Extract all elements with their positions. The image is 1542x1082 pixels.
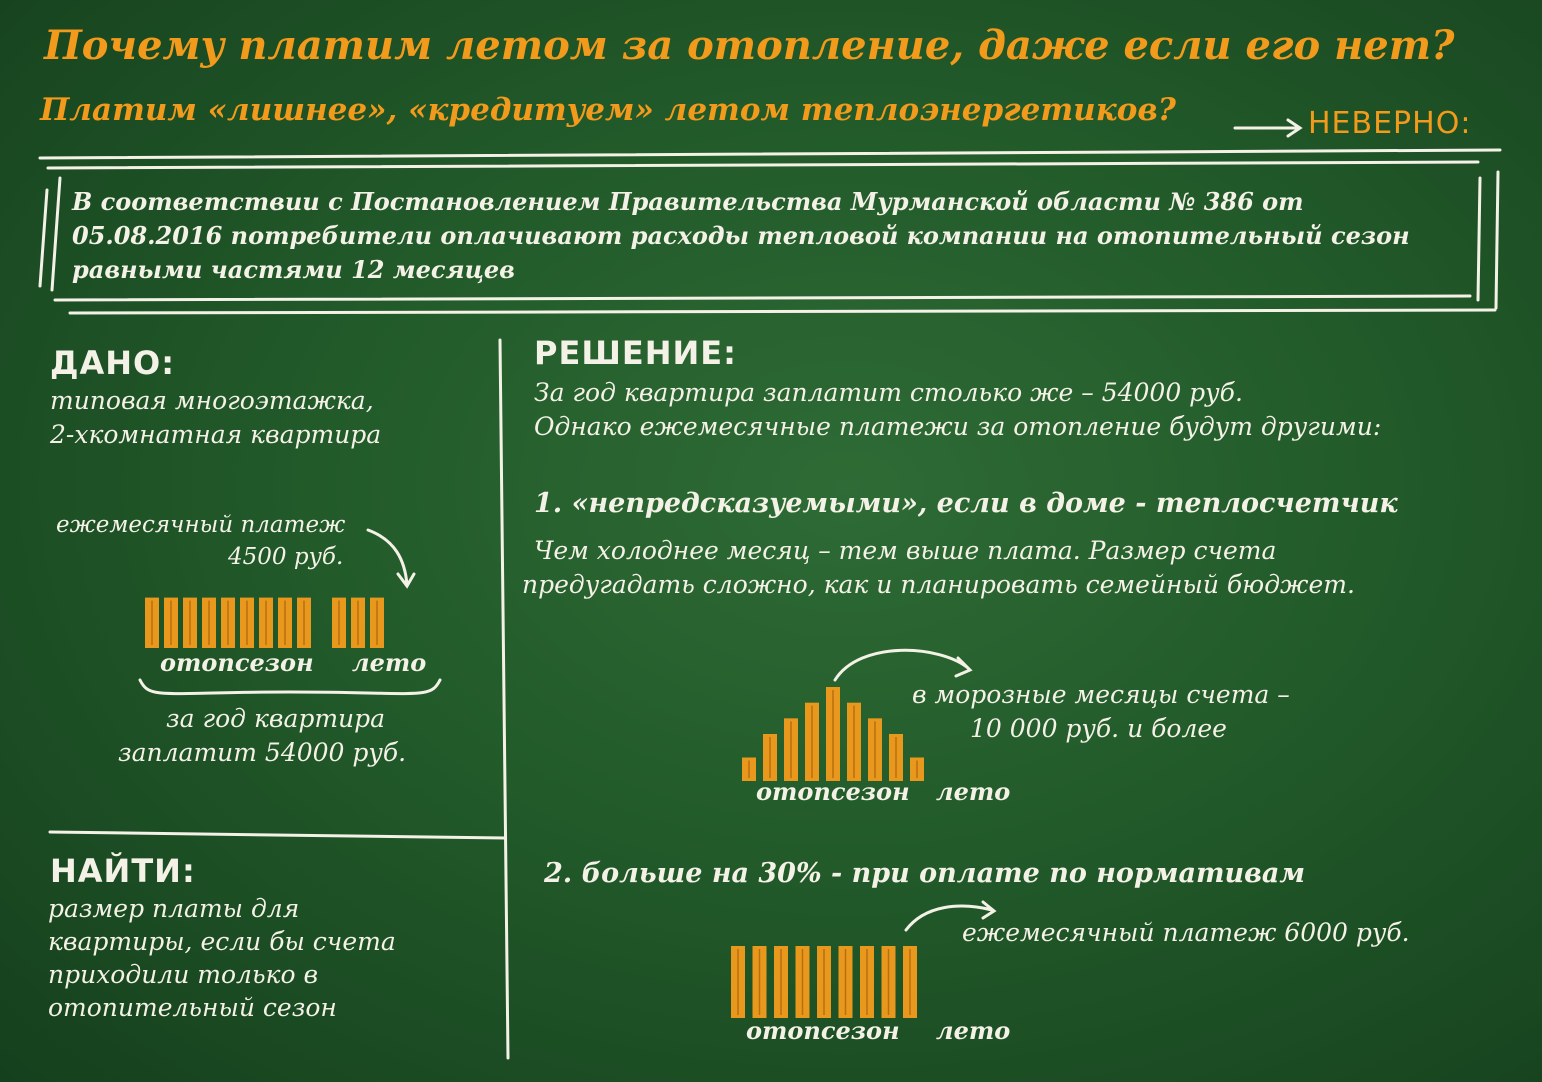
case1-summer-label: лето [936, 777, 1011, 806]
frame-top-line [40, 150, 1500, 158]
vertical-divider [500, 340, 508, 1058]
summer-label: лето [352, 648, 427, 677]
case2-note: ежемесячный платеж 6000 руб. [962, 918, 1410, 947]
given-total-1: за год квартира [166, 704, 386, 733]
decree-line: равными частями 12 месяцев [72, 255, 515, 284]
case2-title: 2. больше на 30% - при оплате по нормативам [544, 858, 1306, 889]
decree-line: В соответствии с Постановлением Правительства Мурманской области № 386 от [72, 187, 1304, 216]
page-title: Почему платим летом за отопление, даже если его нет? [44, 22, 1455, 69]
case1-note-2: 10 000 руб. и более [970, 714, 1227, 743]
given-heading: ДАНО: [50, 344, 176, 382]
case1-note-1: в морозные месяцы счета – [912, 680, 1290, 709]
frame-left-line [52, 178, 60, 290]
curved-arrow-icon [368, 530, 414, 586]
find-heading: НАЙТИ: [50, 852, 196, 890]
given-note-2: 4500 руб. [228, 544, 344, 570]
solution-text [534, 376, 1381, 444]
given-line: типовая многоэтажка, [50, 386, 374, 415]
find-text [48, 892, 396, 1024]
given-note-1: ежемесячный платеж [56, 512, 346, 538]
case1-line: Чем холоднее месяц – тем выше плата. Размер счета [534, 536, 1277, 565]
horizontal-divider [50, 832, 505, 838]
frame-bottom-line-outer [70, 310, 1495, 313]
case2-summer-label: лето [936, 1016, 1011, 1045]
decree-line: 05.08.2016 потребители оплачивают расходы тепловой компании на отопительный сезон [72, 221, 1410, 250]
given-line: 2-хкомнатная квартира [50, 420, 382, 449]
verdict-label: НЕВЕРНО: [1308, 106, 1472, 141]
solution-heading: РЕШЕНИЕ: [534, 334, 737, 372]
frame-left-line-2 [40, 190, 47, 286]
given-total-2: заплатит 54000 руб. [118, 738, 407, 767]
bracket-curve [140, 680, 440, 694]
solution-line: Однако ежемесячные платежи за отопление будут другими: [534, 412, 1382, 441]
frame-bottom-line [55, 296, 1470, 300]
decree-text [72, 185, 1462, 287]
bell-arrow-icon [835, 650, 970, 680]
find-line: квартиры, если бы счета [48, 927, 396, 956]
find-line: размер платы для [48, 894, 300, 923]
find-line: приходили только в [48, 960, 319, 989]
find-line: отопительный сезон [48, 993, 337, 1022]
frame-top-line-inner [48, 162, 1478, 168]
frame-right-line-2 [1496, 172, 1498, 308]
case1-text [522, 534, 1355, 602]
solution-line: За год квартира заплатит столько же – 54000 руб. [534, 378, 1243, 407]
case1-title: 1. «непредсказуемыми», если в доме - теплосчетчик [534, 488, 1398, 519]
case1-season-label: отопсезон [756, 777, 910, 806]
case2-season-label: отопсезон [746, 1016, 900, 1045]
given-text [50, 384, 381, 452]
season-label: отопсезон [160, 648, 314, 677]
frame-right-line [1478, 178, 1480, 300]
arrow-right-icon [1235, 120, 1300, 136]
case1-line: предугадать сложно, как и планировать семейный бюджет. [522, 570, 1355, 599]
page-subtitle: Платим «лишнее», «кредитуем» летом теплоэнергетиков? [40, 92, 1176, 128]
